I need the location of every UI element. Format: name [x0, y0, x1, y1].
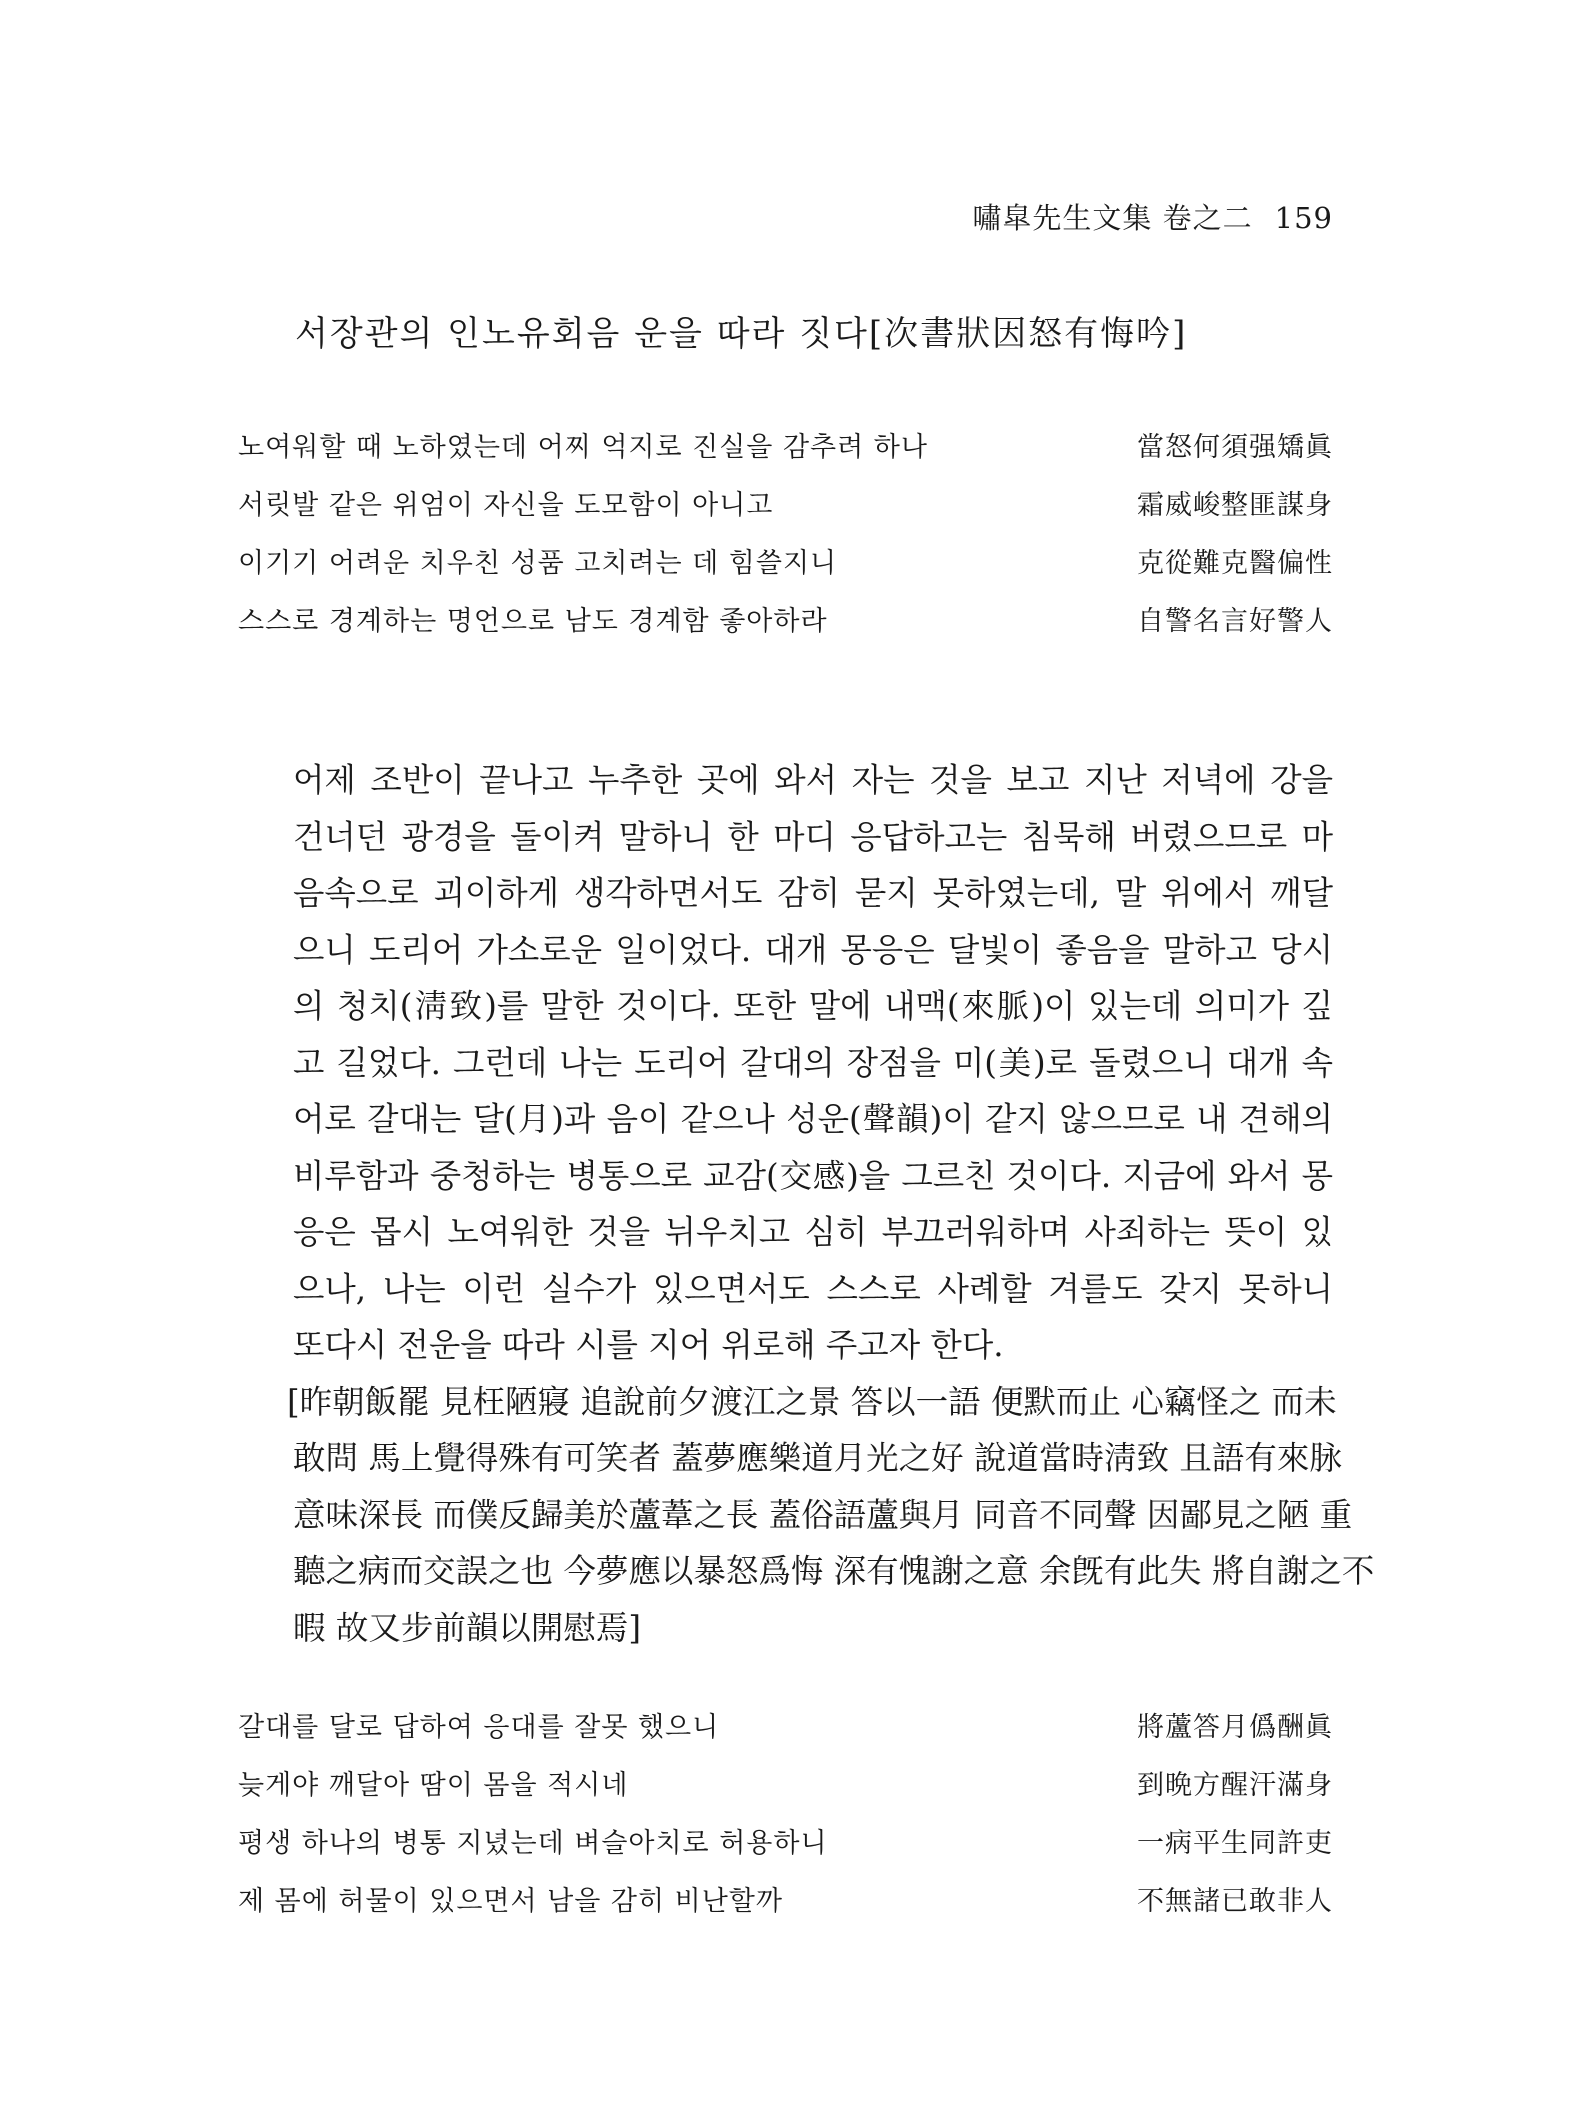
running-header — [972, 196, 1333, 237]
preface-chinese-line: 聽之病而交誤之也 今夢應以暴怒爲悔 深有愧謝之意 余旣有此失 將自謝之不 — [293, 1552, 1375, 1590]
poem-line-korean: 이기기 어려운 치우친 성품 고치려는 데 힘쓸지니 — [238, 548, 838, 579]
poem-line-chinese: 克從難克醫偏性 — [1137, 548, 1333, 579]
poem-second — [238, 1705, 1333, 1937]
preface-korean-line: 으나, 나는 이런 실수가 있으면서도 스스로 사례할 겨를도 갖지 못하니 — [293, 1269, 1333, 1308]
poem-line-korean: 갈대를 달로 답하여 응대를 잘못 했으니 — [238, 1712, 720, 1743]
page-number: 159 — [1274, 201, 1333, 235]
preface-korean-line: 으니 도리어 가소로운 일이었다. 대개 몽응은 달빛이 좋음을 말하고 당시 — [293, 930, 1333, 969]
preface-korean-line: 어제 조반이 끝나고 누추한 곳에 와서 자는 것을 보고 지난 저녁에 강을 — [293, 761, 1333, 799]
poem-line-chinese: 不無諸已敢非人 — [1137, 1886, 1333, 1917]
poem-line — [238, 541, 1333, 599]
poem-line-chinese: 自警名言好警人 — [1137, 606, 1333, 637]
poem-line-korean: 평생 하나의 병통 지녔는데 벼슬아치로 허용하니 — [238, 1828, 828, 1859]
poem-line-chinese: 一病平生同許吏 — [1137, 1828, 1333, 1859]
preface-chinese-line: [昨朝飯罷 見枉陋寢 追說前夕渡江之景 答以一語 便默而止 心竊怪之 而未 — [287, 1382, 1337, 1421]
preface-chinese-line: 敢問 馬上覺得殊有可笑者 蓋夢應樂道月光之好 說道當時淸致 且語有來脉 — [293, 1439, 1342, 1477]
poem-line-korean: 서릿발 같은 위엄이 자신을 도모함이 아니고 — [238, 490, 774, 521]
poem-line — [238, 1821, 1333, 1879]
poem-line-chinese: 將蘆答月僞酬眞 — [1137, 1712, 1333, 1743]
preface-korean-line: 의 청치(淸致)를 말한 것이다. 또한 말에 내맥(來脈)이 있는데 의미가 깊 — [293, 987, 1333, 1025]
poem-line-chinese: 當怒何須强矯眞 — [1137, 432, 1333, 463]
poem-title: 서장관의 인노유회음 운을 따라 짓다[次書狀因怒有悔吟] — [295, 314, 1188, 354]
poem-line-chinese: 到晩方醒汗滿身 — [1137, 1770, 1333, 1801]
preface-korean-line: 어로 갈대는 달(月)과 음이 같으나 성운(聲韻)이 같지 않으므로 내 견해의 — [293, 1100, 1333, 1138]
preface-chinese-line: 暇 故又步前韻以開慰焉] — [293, 1608, 642, 1647]
poem-line-chinese: 霜威峻整匪謀身 — [1137, 490, 1333, 521]
poem-first — [238, 425, 1333, 657]
poem-line-korean: 노여워할 때 노하였는데 어찌 억지로 진실을 감추려 하나 — [238, 432, 928, 463]
poem-line-korean: 제 몸에 허물이 있으면서 남을 감히 비난할까 — [238, 1886, 783, 1917]
preface-korean-line: 건너던 광경을 돌이켜 말하니 한 마디 응답하고는 침묵해 버렸으므로 마 — [293, 817, 1333, 856]
poem-line — [238, 599, 1333, 657]
poem-line — [238, 483, 1333, 541]
preface-korean-line: 음속으로 괴이하게 생각하면서도 감히 묻지 못하였는데, 말 위에서 깨달 — [293, 874, 1333, 912]
poem-line-korean: 늦게야 깨달아 땀이 몸을 적시네 — [238, 1770, 629, 1801]
book-title: 嘯皐先生文集 卷之二 — [972, 201, 1253, 235]
poem-line — [238, 1705, 1333, 1763]
poem-line-korean: 스스로 경계하는 명언으로 남도 경계함 좋아하라 — [238, 606, 828, 637]
poem-line — [238, 1879, 1333, 1937]
preface-korean-line: 비루함과 중청하는 병통으로 교감(交感)을 그르친 것이다. 지금에 와서 몽 — [293, 1156, 1333, 1195]
poem-line — [238, 425, 1333, 483]
poem-line — [238, 1763, 1333, 1821]
preface-chinese-line: 意味深長 而僕反歸美於蘆葦之長 蓋俗語蘆與月 同音不同聲 因鄙見之陋 重 — [293, 1495, 1353, 1534]
preface-korean-line: 응은 몹시 노여워한 것을 뉘우치고 심히 부끄러워하며 사죄하는 뜻이 있 — [293, 1213, 1333, 1251]
preface — [287, 752, 1375, 1656]
preface-korean-line: 고 길었다. 그런데 나는 도리어 갈대의 장점을 미(美)로 돌렸으니 대개 속 — [293, 1043, 1333, 1082]
preface-korean-line: 또다시 전운을 따라 시를 지어 위로해 주고자 한다. — [293, 1326, 1004, 1364]
